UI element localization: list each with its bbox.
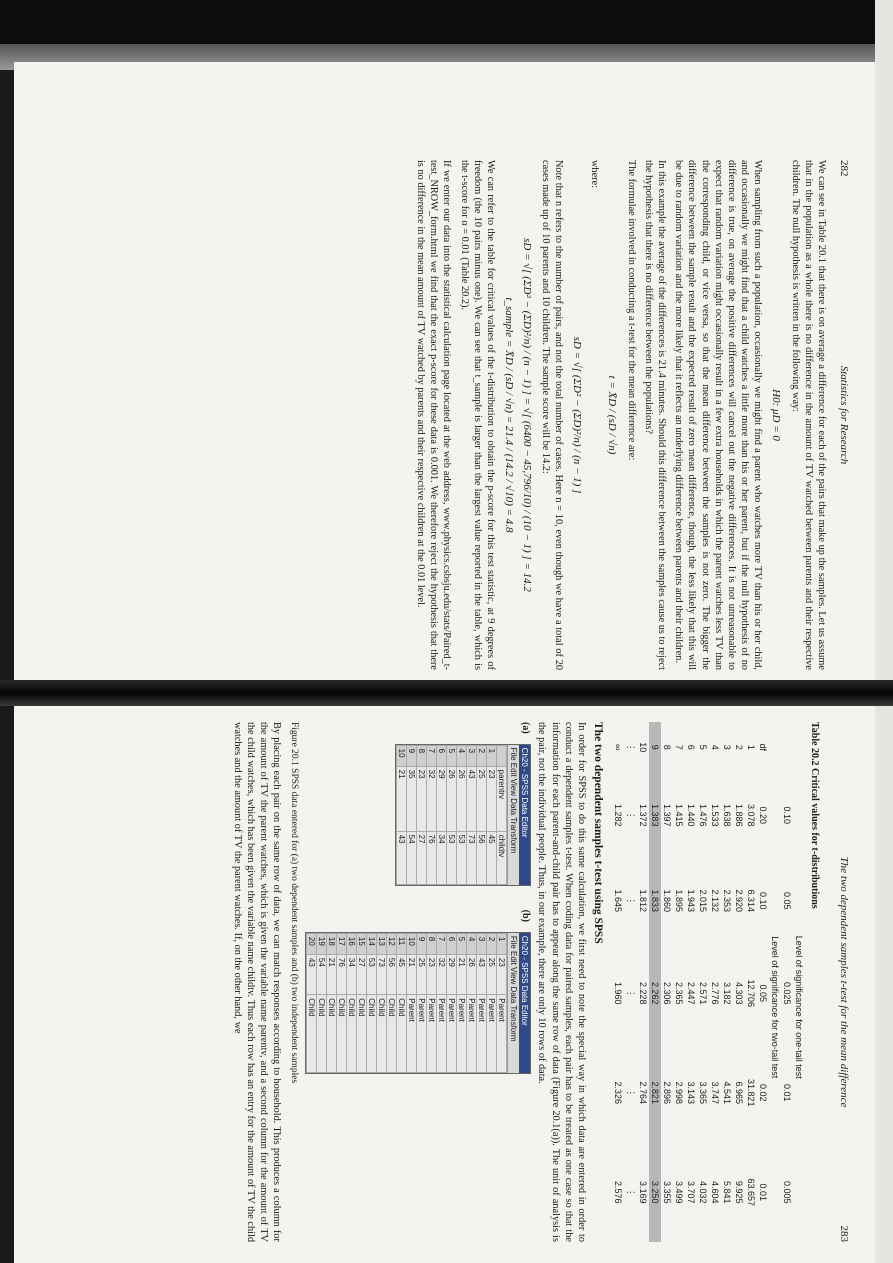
spss-row — [447, 745, 457, 884]
page-283 — [20, 722, 850, 1242]
row-number: 20 — [307, 933, 317, 954]
paper-right-edge — [875, 0, 893, 1263]
spss-grid-a — [396, 745, 507, 885]
data-cell[interactable]: 45 — [397, 954, 407, 994]
data-cell[interactable]: 56 — [387, 954, 397, 994]
data-cell[interactable]: 43 — [477, 954, 487, 994]
data-cell[interactable]: Child — [367, 995, 377, 1073]
data-cell[interactable]: 32 — [427, 766, 437, 831]
critical-value-cell: 2.776 — [710, 981, 720, 1005]
two-tail-level: 0.05 — [758, 984, 768, 1002]
page-283-content — [20, 722, 850, 1242]
spss-row — [317, 933, 327, 1072]
critical-value-cell: 3.182 — [722, 981, 732, 1005]
critical-value-cell: 2.353 — [722, 889, 732, 912]
row-number: 7 — [437, 933, 447, 954]
critical-value-cell: 9.925 — [734, 1180, 744, 1204]
figure-20-1 — [305, 722, 531, 1242]
critical-value-cell: 2.132 — [710, 889, 720, 912]
spss-row — [437, 745, 447, 884]
spss-menu-bar: File Edit View Data Transform — [507, 933, 519, 1073]
paragraph: We can see in Table 20.1 that there is on average a difference for each of the pairs that make up the samples. Let us assume that in the population as a whole there is no difference in the amount of TV watched between parents and their respective children. The null hypothesis is written in the following way: — [789, 160, 827, 670]
critical-value-cell: ⋮ — [626, 896, 636, 906]
spss-window-a — [395, 744, 531, 886]
one-tail-level: 0.01 — [782, 1083, 792, 1102]
spss-row — [427, 745, 437, 884]
critical-value-cell: 2.920 — [734, 889, 744, 912]
data-cell[interactable]: 43 — [397, 831, 407, 884]
data-cell[interactable]: 56 — [477, 831, 487, 884]
paragraph: The formulae involved in conducting a t-test for the mean difference are: — [625, 160, 637, 461]
critical-value-cell: 2.262 — [649, 943, 661, 1043]
running-title: The two dependent samples t-test for the mean difference — [838, 856, 850, 1108]
df-cell: ⋮ — [626, 742, 636, 752]
data-cell[interactable]: Parent — [497, 995, 507, 1073]
spss-row — [357, 933, 367, 1072]
data-cell[interactable]: 54 — [317, 954, 327, 994]
data-cell[interactable]: 29 — [437, 766, 447, 831]
df-cell: 4 — [710, 744, 720, 750]
data-cell[interactable]: Parent — [487, 995, 497, 1073]
row-number: 17 — [337, 933, 347, 954]
data-cell[interactable]: 32 — [437, 954, 447, 994]
critical-value-cell: 2.228 — [638, 981, 648, 1005]
critical-value-cell: 1.645 — [613, 889, 623, 912]
critical-value-cell: ⋮ — [626, 1088, 636, 1098]
one-tail-level: 0.025 — [782, 981, 792, 1005]
data-cell[interactable]: Parent — [457, 995, 467, 1073]
data-cell[interactable]: 25 — [477, 766, 487, 831]
critical-value-cell: 3.078 — [746, 803, 756, 827]
row-number: 11 — [397, 933, 407, 954]
running-head-283 — [834, 722, 850, 1242]
data-cell[interactable]: 26 — [467, 954, 477, 994]
paragraph: If we enter our data into the statistical calculation page located at the web address, www.physics.csbsju.edu/stats/Paired_t-test_NROW_form.html we find that the exact p-score for these data is 0.001. We therefore reject the hypothesis that there is no difference in the mean amount of TV watched by parents and their respective children at the 0.01 level. — [414, 160, 453, 670]
df-cell: 9 — [649, 722, 661, 772]
row-number: 9 — [407, 745, 417, 766]
table-row — [709, 722, 721, 1242]
figure-caption: Figure 20.1 SPSS data entered for (a) two dependent samples and (b) two independent samples — [289, 722, 300, 1084]
spss-row — [477, 745, 487, 884]
data-cell[interactable]: 21 — [407, 954, 417, 994]
critical-value-cell: 4.604 — [710, 1180, 720, 1204]
critical-value-cell: 2.998 — [674, 1081, 684, 1104]
table-row — [624, 722, 637, 1242]
running-head-282 — [834, 160, 850, 670]
data-cell[interactable]: 34 — [437, 831, 447, 884]
data-cell[interactable]: Parent — [437, 995, 447, 1073]
critical-value-cell: 1.397 — [662, 803, 672, 827]
row-number: 14 — [367, 933, 377, 954]
formula-t-sample: t_sample = X̄D / (sD / √n) = 21.4 / (14.2 / √10) = 4.8 — [502, 297, 515, 533]
spss-row — [497, 933, 507, 1072]
critical-value-cell: 2.821 — [649, 1043, 661, 1143]
page-number: 282 — [838, 160, 850, 177]
df-cell: 5 — [698, 744, 708, 750]
spss-row — [347, 933, 357, 1072]
critical-value-cell: 1.383 — [649, 772, 661, 858]
critical-value-cell: 1.638 — [722, 803, 732, 827]
table-row — [661, 722, 673, 1242]
paragraph: When sampling from such a population, occasionally we might find a parent who watches more TV than his or her child, and occasionally we might find that a child watches a little more than his or her parent, but if the null hypothesis of no difference is true, on average the positive differences will cancel out the negative differences. It is not unreasonable to expect that random variation might occasionally result in a few extra households in which the parent watches less TV than the corresponding child, or vice versa, so that the mean difference between the samples is not zero. The bigger the difference between the sample result and the expected result of zero mean difference, though, the less likely that this will be due to random variation and the more likely that it reflects an underlying difference between parents and their children. — [673, 160, 764, 670]
data-cell[interactable]: Child — [307, 995, 317, 1073]
row-number: 3 — [477, 933, 487, 954]
df-cell: 6 — [686, 744, 696, 750]
critical-value-cell: 1.282 — [613, 803, 623, 827]
data-cell[interactable]: Child — [387, 995, 397, 1073]
critical-value-cell: 2.015 — [698, 889, 708, 912]
row-number: 19 — [317, 933, 327, 954]
data-cell[interactable]: 27 — [357, 954, 367, 994]
spss-row — [457, 745, 467, 884]
spss-row — [437, 933, 447, 1072]
df-cell: 10 — [638, 742, 648, 753]
paragraph: By placing each pair on the same row of data, we can match responses according to household. This produces a column for the amount of TV the parent watches, which is given the variable name parentv, and a second column for the amount of TV the child watches, which has been given the variable name childtv. Thus each row has an entry for the amount of TV the child watches and the amount of TV the parent watches. If, on the other hand, we — [231, 722, 283, 1242]
spss-row — [377, 933, 387, 1072]
critical-value-cell: 31.821 — [746, 1078, 756, 1107]
data-cell[interactable]: 73 — [467, 831, 477, 884]
spss-row — [487, 745, 497, 884]
data-cell[interactable]: Child — [327, 995, 337, 1073]
df-cell: 3 — [722, 744, 732, 750]
row-number: 16 — [347, 933, 357, 954]
paragraph: We can refer to the table for critical values of the t-distribution to obtain the p-score for this test statistic, at 9 degrees of freedom (the 10 pairs minus one). We can see that t_sample is larger than the largest value reported in the table, which is the t-score for α = 0.01 (Table 20.2). — [458, 160, 496, 670]
data-cell[interactable]: Child — [337, 995, 347, 1073]
row-number: 13 — [377, 933, 387, 954]
one-tail-level: 0.005 — [782, 1180, 792, 1204]
data-cell[interactable]: 73 — [377, 954, 387, 994]
critical-value-cell: 1.886 — [734, 803, 744, 827]
data-cell[interactable]: 23 — [417, 766, 427, 831]
data-cell[interactable]: 43 — [467, 766, 477, 831]
table-title: Table 20.2 Critical values for t-distributions — [809, 722, 820, 909]
critical-value-cell: 3.365 — [698, 1081, 708, 1104]
spss-row — [427, 933, 437, 1072]
row-number: 6 — [447, 933, 457, 954]
table-row — [733, 722, 745, 1242]
two-tail-levels — [757, 722, 769, 1242]
null-hypothesis: H0: μD = 0 — [770, 389, 783, 441]
table-row — [637, 722, 649, 1242]
data-cell[interactable]: 54 — [407, 831, 417, 884]
critical-value-cell: 6.965 — [734, 1081, 744, 1104]
critical-value-cell: 2.896 — [662, 1081, 672, 1104]
critical-value-cell: 2.576 — [613, 1180, 623, 1204]
critical-value-cell: 1.833 — [649, 858, 661, 944]
table-row — [649, 722, 661, 1242]
spss-row — [387, 933, 397, 1072]
table-row — [697, 722, 709, 1242]
spss-row — [397, 933, 407, 1072]
critical-value-cell: ⋮ — [626, 988, 636, 998]
data-cell[interactable]: 23 — [487, 766, 497, 831]
page-282 — [20, 160, 850, 670]
critical-value-cell: 1.533 — [710, 803, 720, 827]
table-row — [612, 722, 624, 1242]
df-cell: 2 — [734, 744, 744, 750]
spss-row — [417, 745, 427, 884]
page-number: 283 — [838, 1225, 850, 1242]
data-cell[interactable]: 53 — [367, 954, 377, 994]
spss-row — [337, 933, 347, 1072]
column-header[interactable]: parentrv — [497, 766, 507, 831]
data-cell[interactable]: 34 — [347, 954, 357, 994]
row-number: 15 — [357, 933, 367, 954]
spss-menu-bar: File Edit View Data Transform — [507, 745, 519, 885]
critical-value-cell: 12.706 — [746, 979, 756, 1007]
critical-value-cell: 3.250 — [649, 1142, 661, 1242]
critical-value-cell: 1.812 — [638, 889, 648, 912]
critical-value-cell: 3.707 — [686, 1180, 696, 1204]
data-cell[interactable]: 26 — [457, 766, 467, 831]
spss-row — [327, 933, 337, 1072]
data-cell[interactable]: Parent — [477, 995, 487, 1073]
data-cell[interactable]: Child — [377, 995, 387, 1073]
one-tail-level: 0.10 — [782, 806, 792, 824]
data-cell[interactable]: Child — [317, 995, 327, 1073]
paragraph: In order for SPSS to do this same calculation, we first need to note the special way in which data are entered in order to conduct a dependent samples t-test. When coding data for paired samples, each pair has to be treated as one case so that the information for each parent-and-child pair has to appear along the same row of data (Figure 20.1(a)). The unit of analysis is the pair, not the individual people. Thus, in our example, there are only 10 rows of data. — [536, 722, 587, 1242]
data-cell[interactable]: 29 — [447, 954, 457, 994]
section-heading: The two dependent samples t-test using SPSS — [592, 722, 604, 944]
critical-value-cell: 3.499 — [674, 1180, 684, 1204]
critical-value-cell: 63.657 — [746, 1178, 756, 1206]
row-number: 10 — [407, 933, 417, 954]
data-cell[interactable]: Parent — [427, 995, 437, 1073]
column-header[interactable]: childtv — [497, 831, 507, 884]
critical-value-cell: 3.747 — [710, 1081, 720, 1104]
spss-row — [457, 933, 467, 1072]
row-number: 1 — [497, 933, 507, 954]
row-number: 2 — [487, 933, 497, 954]
two-tail-header — [769, 722, 781, 1242]
book-gutter — [0, 680, 893, 706]
row-number: 4 — [457, 745, 467, 766]
data-cell[interactable]: 45 — [487, 831, 497, 884]
data-cell[interactable]: 76 — [337, 954, 347, 994]
two-tail-level: 0.01 — [758, 1183, 768, 1201]
data-cell[interactable]: Child — [347, 995, 357, 1073]
row-number: 4 — [467, 933, 477, 954]
critical-value-cell: 1.372 — [638, 803, 648, 827]
critical-value-cell: 2.306 — [662, 981, 672, 1005]
data-cell[interactable]: 25 — [417, 954, 427, 994]
critical-value-cell: 1.943 — [686, 889, 696, 912]
df-label: df — [758, 743, 768, 751]
data-cell[interactable]: 43 — [307, 954, 317, 994]
data-cell[interactable]: 21 — [327, 954, 337, 994]
one-tail-levels — [781, 722, 793, 1242]
figure-b-label: (b) — [520, 909, 532, 922]
data-cell[interactable]: Child — [397, 995, 407, 1073]
spss-row — [307, 933, 317, 1072]
row-number: 8 — [427, 933, 437, 954]
formula-sd: sD = √[ (ΣD² − (ΣD)²/n) / (n − 1) ] — [571, 336, 584, 494]
two-tail-level: 0.02 — [758, 1083, 768, 1102]
critical-value-cell: 1.895 — [674, 889, 684, 912]
data-cell[interactable]: 53 — [457, 831, 467, 884]
formula-t: t = X̄D / (sD / √n) — [606, 375, 619, 455]
row-number: 3 — [467, 745, 477, 766]
df-cell: 7 — [674, 744, 684, 750]
table-row — [685, 722, 697, 1242]
table-row — [745, 722, 757, 1242]
figure-a-label: (a) — [520, 722, 532, 734]
two-tail-label: Level of significance for two-tail test — [770, 936, 780, 1079]
row-number: 9 — [417, 933, 427, 954]
critical-value-cell: 1.860 — [662, 889, 672, 912]
critical-value-cell: 4.303 — [734, 981, 744, 1005]
critical-value-cell: 2.326 — [613, 1081, 623, 1104]
spss-title-bar: Ch20 - SPSS Data Editor — [519, 745, 530, 885]
paragraph: Note that n refers to the number of pairs, and not the total number of cases. Here n = 10, even though we have a total of 20 cases made up of 10 parents and 10 children. The sample score will be 14.2: — [540, 160, 565, 670]
data-cell[interactable]: 27 — [417, 831, 427, 884]
df-cell: 8 — [662, 744, 672, 750]
one-tail-level: 0.05 — [782, 891, 792, 910]
spss-row — [407, 933, 417, 1072]
data-cell[interactable]: Child — [357, 995, 367, 1073]
spss-window-b — [305, 932, 531, 1074]
spss-title-bar: Ch20 - SPSS Data Editor — [519, 933, 530, 1073]
data-cell[interactable]: 25 — [487, 954, 497, 994]
spss-row — [417, 933, 427, 1072]
critical-value-cell: 6.314 — [746, 889, 756, 912]
critical-value-cell: ⋮ — [626, 1187, 636, 1197]
formula-sd-values: sD = √[ (ΣD² − (ΣD)²/n) / (n − 1) ] = √[ (6400 − 45,796/10) / (10 − 1) ] = 14.2 — [520, 238, 533, 592]
spss-row — [467, 933, 477, 1072]
paragraph: In this example the average of the differences is 21.4 minutes. Should this difference between the samples cause us to reject the hypothesis that there is no difference between the populations? — [642, 160, 667, 670]
table-row — [673, 722, 685, 1242]
critical-value-cell: 2.365 — [674, 981, 684, 1005]
row-number: 5 — [457, 933, 467, 954]
row-number: 5 — [447, 745, 457, 766]
critical-value-cell: 1.960 — [613, 981, 623, 1005]
data-cell[interactable]: Parent — [447, 995, 457, 1073]
row-number: 10 — [397, 745, 407, 766]
data-cell[interactable]: Parent — [417, 995, 427, 1073]
row-number: 18 — [327, 933, 337, 954]
data-cell[interactable]: 21 — [457, 954, 467, 994]
critical-value-cell: 2.764 — [638, 1081, 648, 1104]
row-number: 12 — [387, 933, 397, 954]
data-cell[interactable]: 23 — [497, 954, 507, 994]
row-number: 7 — [427, 745, 437, 766]
row-number: 8 — [417, 745, 427, 766]
one-tail-label: Level of significance for one-tail test — [794, 935, 804, 1079]
data-cell[interactable]: 26 — [447, 766, 457, 831]
critical-value-cell: ⋮ — [626, 810, 636, 820]
spss-row — [447, 933, 457, 1072]
running-title: Statistics for Research — [838, 365, 850, 465]
row-number: 1 — [487, 745, 497, 766]
critical-value-cell: 3.355 — [662, 1180, 672, 1204]
page-282-content — [20, 160, 850, 670]
spss-row — [407, 745, 417, 884]
row-number: 6 — [437, 745, 447, 766]
data-cell[interactable]: 53 — [447, 831, 457, 884]
critical-value-cell: 4.541 — [722, 1081, 732, 1104]
critical-value-cell: 1.476 — [698, 803, 708, 827]
row-number: 2 — [477, 745, 487, 766]
spss-grid-b — [306, 933, 507, 1073]
critical-value-cell: 5.841 — [722, 1180, 732, 1204]
spss-row — [397, 745, 407, 884]
spss-row — [367, 933, 377, 1072]
two-tail-level: 0.20 — [758, 806, 768, 824]
critical-value-cell: 2.571 — [698, 981, 708, 1005]
spss-row — [487, 933, 497, 1072]
critical-value-cell: 1.415 — [674, 803, 684, 827]
critical-value-cell: 1.440 — [686, 803, 696, 827]
one-tail-header — [793, 722, 805, 1242]
critical-value-cell: 3.169 — [638, 1180, 648, 1204]
data-cell[interactable]: 21 — [397, 766, 407, 831]
critical-value-cell: 3.143 — [686, 1081, 696, 1104]
critical-values-table — [612, 722, 805, 1242]
data-cell[interactable]: 23 — [427, 954, 437, 994]
df-cell: ∞ — [613, 744, 623, 751]
critical-value-cell: 4.032 — [698, 1180, 708, 1204]
data-cell[interactable]: 35 — [407, 766, 417, 831]
data-cell[interactable]: Parent — [407, 995, 417, 1073]
table-row — [721, 722, 733, 1242]
data-cell[interactable]: Parent — [467, 995, 477, 1073]
where-label: where: — [589, 160, 601, 189]
spss-row — [477, 933, 487, 1072]
two-tail-level: 0.10 — [758, 891, 768, 910]
data-cell[interactable]: 76 — [427, 831, 437, 884]
df-cell: 1 — [746, 744, 756, 750]
spss-row — [467, 745, 477, 884]
critical-value-cell: 2.447 — [686, 981, 696, 1005]
